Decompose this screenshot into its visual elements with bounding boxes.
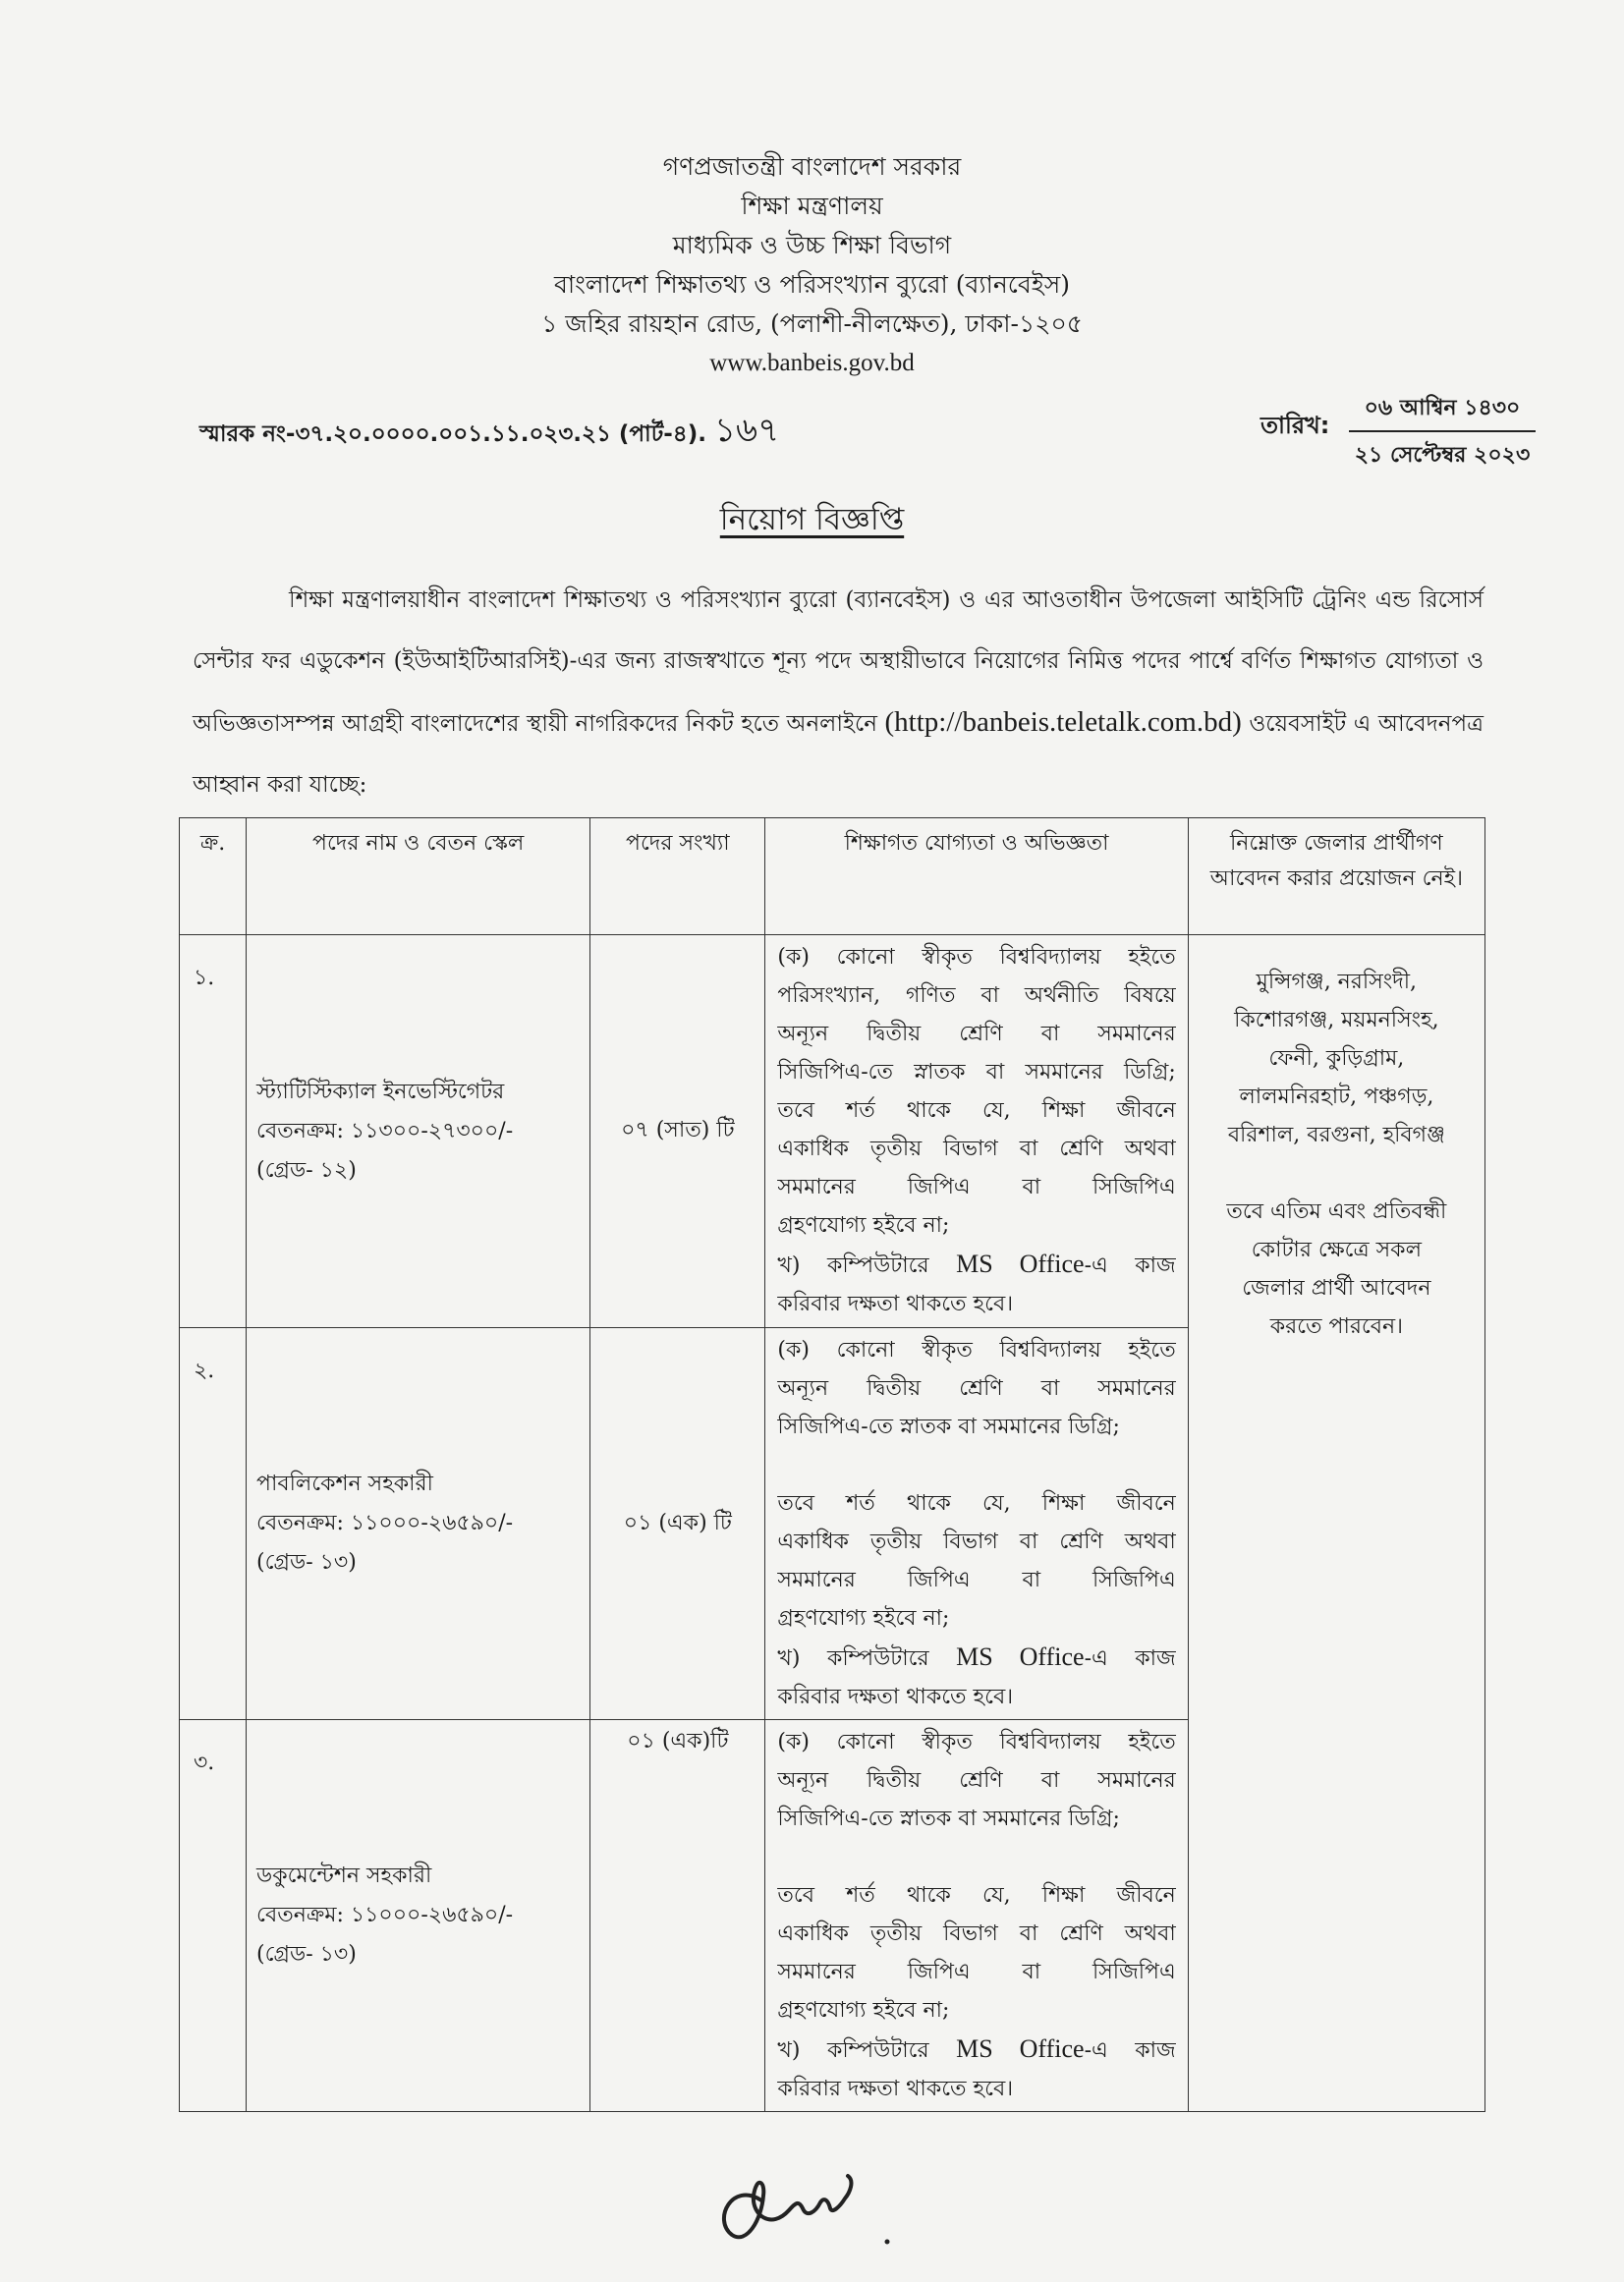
header-post-name: পদের নাম ও বেতন স্কেল [247,818,590,935]
qual-ms-office: MS Office [956,2034,1085,2063]
qual-line: সিজিপিএ-তে স্নাতক বা সমমানের ডিগ্রি; [777,1807,1120,1831]
qual-ms-prefix: খ) কম্পিউটারে [777,1253,929,1278]
date-block [1349,391,1536,474]
qual-line: গ্রহণযোগ্য হইবে না; [777,1998,950,2023]
post-grade: (গ্রেড- ১২) [256,1157,357,1183]
row-serial: ১. [180,935,247,1328]
qual-line: করিবার দক্ষতা থাকতে হবে। [777,1685,1014,1709]
qual-line: তবে শর্ত থাকে যে, শিক্ষা জীবনে [777,1883,1176,1908]
memo-handwritten-number: ১৬৭ [713,411,780,450]
date-bangla: ০৬ আশ্বিন ১৪৩০ [1349,391,1536,432]
quota-note: তবে এতিম এবং প্রতিবন্ধী [1226,1199,1447,1224]
table-header-row [180,818,1485,935]
qual-line: তবে শর্ত থাকে যে, শিক্ষা জীবনে [777,1491,1176,1516]
post-count: ০৭ (সাত) টি [590,935,765,1328]
application-url: (http://banbeis.teletalk.com.bd) [884,706,1242,738]
district-line: ফেনী, কুড়িগ্রাম, [1268,1046,1405,1071]
bureau-address: ১ জহির রায়হান রোড, (পলাশী-নীলক্ষেত), ঢাকা-১২০৫ [541,309,1083,338]
qual-line: পরিসংখ্যান, গণিত বা অর্থনীতি বিষয়ে [777,983,1176,1008]
notice-title-text: নিয়োগ বিজ্ঞপ্তি [719,502,905,537]
intro-paragraph [193,570,1484,815]
intro-text: শিক্ষা মন্ত্রণালয়াধীন বাংলাদেশ শিক্ষাতথ্য ও পরিসংখ্যান ব্যুরো (ব্যানবেইস) ও এর আওতাধীন উপজেলা আইসিটি ট্রেনিং এন্ড রিসোর্স সেন্টার ফর এডুকেশন (ইউআইটিআরসিই)-এর জন্য রাজস্বখাতে শূন্য পদে অস্থায়ীভাবে নিয়োগের নিমিত্ত পদের পার্শ্বে বর্ণিত শিক্ষাগত যোগ্যতা ও অভিজ্ঞতাসম্পন্ন আগ্রহী বাংলাদেশের স্থায়ী নাগরিকদের নিকট হতে অনলাইনে [193,587,1484,737]
bureau-website: www.banbeis.gov.bd [709,350,915,376]
district-line: মুন্সিগঞ্জ, নরসিংদী, [1256,970,1418,994]
post-scale: বেতনক্রম: ১১৩০০-২৭৩০০/- [256,1118,514,1143]
quota-note: জেলার প্রার্থী আবেদন [1242,1276,1431,1301]
qual-line: গ্রহণযোগ্য হইবে না; [777,1606,950,1631]
qual-line: একাধিক তৃতীয় বিভাগ বা শ্রেণি অথবা [777,1137,1176,1161]
qual-line: করিবার দক্ষতা থাকতে হবে। [777,1292,1014,1316]
post-name: পাবলিকেশন সহকারী [256,1472,433,1496]
notice-title [0,496,1624,547]
post-qualification [765,1328,1188,1720]
memo-number [199,405,779,461]
qual-line: তবে শর্ত থাকে যে, শিক্ষা জীবনে [777,1098,1176,1123]
table-row [180,935,1485,1328]
header-qualification: শিক্ষাগত যোগ্যতা ও অভিজ্ঞতা [765,818,1188,935]
qual-line: একাধিক তৃতীয় বিভাগ বা শ্রেণি অথবা [777,1921,1176,1946]
qual-line: অন্যূন দ্বিতীয় শ্রেণি বা সমমানের [777,1376,1176,1401]
ministry-name: শিক্ষা মন্ত্রণালয় [741,192,883,220]
post-name: ডকুমেন্টেশন সহকারী [256,1864,432,1888]
qual-line: (ক) কোনো স্বীকৃত বিশ্ববিদ্যালয় হইতে [777,945,1176,970]
posts-table [179,817,1485,2112]
post-qualification [765,1720,1188,2112]
division-name: মাধ্যমিক ও উচ্চ শিক্ষা বিভাগ [672,231,952,259]
qual-line: করিবার দক্ষতা থাকতে হবে। [777,2077,1014,2101]
qual-ms-suffix: -এ কাজ [1084,2038,1176,2063]
post-count: ০১ (এক) টি [590,1328,765,1720]
intro-tail: ওয়েবসাইট এ আবেদনপত্র আহ্বান করা যাচ্ছে: [193,711,1484,798]
header-post-count: পদের সংখ্যা [590,818,765,935]
qual-ms-office: MS Office [956,1250,1085,1278]
row-serial: ২. [180,1328,247,1720]
qual-ms-suffix: -এ কাজ [1084,1253,1176,1278]
quota-note: করতে পারবেন। [1269,1314,1404,1339]
bureau-name: বাংলাদেশ শিক্ষাতথ্য ও পরিসংখ্যান ব্যুরো (ব্যানবেইস) [553,270,1071,299]
post-name: স্ট্যাটিস্টিক্যাল ইনভেস্টিগেটর [256,1079,505,1104]
qual-line: সিজিপিএ-তে স্নাতক বা সমমানের ডিগ্রি; [777,1060,1176,1085]
qual-line: সমমানের জিপিএ বা সিজিপিএ [777,1960,1176,1984]
govt-name: গণপ্রজাতন্ত্রী বাংলাদেশ সরকার [662,152,962,181]
post-count: ০১ (এক)টি [590,1720,765,2112]
qual-line: (ক) কোনো স্বীকৃত বিশ্ববিদ্যালয় হইতে [777,1730,1176,1754]
qual-line: গ্রহণযোগ্য হইবে না; [777,1213,950,1238]
row-post [247,935,590,1328]
row-serial: ৩. [180,1720,247,2112]
qual-line: অন্যূন দ্বিতীয় শ্রেণি বা সমমানের [777,1768,1176,1793]
district-line: বরিশাল, বরগুনা, হবিগঞ্জ [1227,1123,1445,1147]
qual-ms-line [777,1638,1175,1678]
row-post [247,1328,590,1720]
signature [702,2142,919,2250]
qual-line: অন্যূন দ্বিতীয় শ্রেণি বা সমমানের [777,1022,1176,1046]
excluded-districts [1188,935,1484,2112]
post-grade: (গ্রেড- ১৩) [256,1550,357,1575]
post-grade: (গ্রেড- ১৩) [256,1942,357,1967]
qual-ms-line [777,2030,1175,2070]
district-line: কিশোরগঞ্জ, ময়মনসিংহ, [1234,1008,1439,1032]
notice-intro [193,570,1484,815]
quota-note: কোটার ক্ষেত্রে সকল [1251,1238,1422,1262]
qual-ms-prefix: খ) কম্পিউটারে [777,1646,929,1671]
post-scale: বেতনক্রম: ১১০০০-২৬৫৯০/- [256,1903,514,1927]
header-serial: ক্র. [180,818,247,935]
memo-number-text: স্মারক নং-৩৭.২০.০০০০.০০১.১১.০২৩.২১ (পার্ট-৪). [199,421,706,447]
row-post [247,1720,590,2112]
qual-line: একাধিক তৃতীয় বিভাগ বা শ্রেণি অথবা [777,1530,1176,1554]
qual-line: সিজিপিএ-তে স্নাতক বা সমমানের ডিগ্রি; [777,1415,1120,1439]
qual-ms-office: MS Office [956,1642,1085,1671]
date-label: তারিখ: [1260,412,1330,439]
header-excluded-districts: নিম্নোক্ত জেলার প্রার্থীগণ আবেদন করার প্রয়োজন নেই। [1188,818,1484,935]
post-scale: বেতনক্রম: ১১০০০-২৬৫৯০/- [256,1511,514,1535]
date-english: ২১ সেপ্টেম্বর ২০২৩ [1354,443,1531,468]
post-qualification [765,935,1188,1328]
qual-line: সমমানের জিপিএ বা সিজিপিএ [777,1568,1176,1592]
qual-line: সমমানের জিপিএ বা সিজিপিএ [777,1175,1176,1199]
qual-ms-suffix: -এ কাজ [1084,1646,1176,1671]
qual-line: (ক) কোনো স্বীকৃত বিশ্ববিদ্যালয় হইতে [777,1338,1176,1363]
district-line: লালমনিরহাট, পঞ্চগড়, [1239,1085,1434,1109]
qual-ms-prefix: খ) কম্পিউটারে [777,2038,929,2063]
letterhead [0,147,1624,383]
qual-ms-line [777,1245,1175,1285]
